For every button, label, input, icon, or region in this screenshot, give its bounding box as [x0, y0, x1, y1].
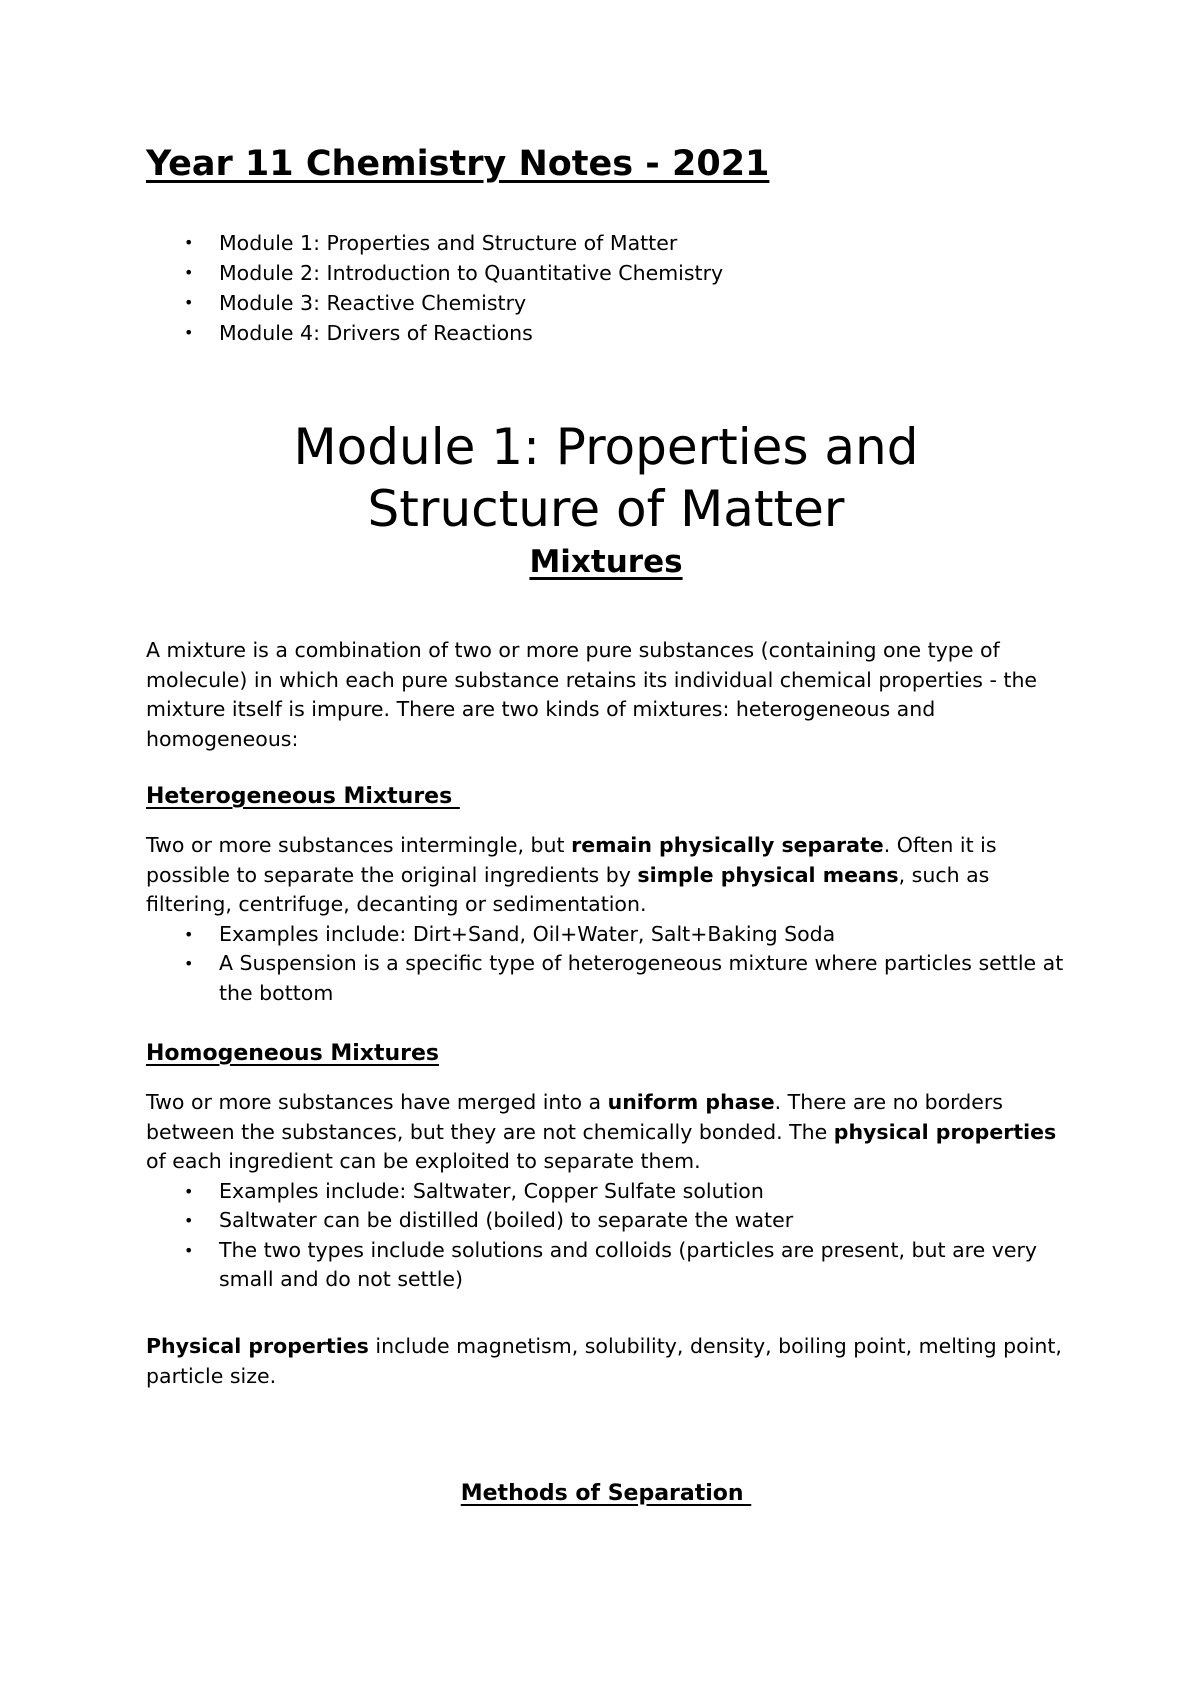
- toc-item: • Module 3: Reactive Chemistry: [146, 288, 1046, 318]
- heterogeneous-paragraph: Two or more substances intermingle, but remain physically separate. Often it is possible to separate the original ingredients by simple physical means, such as filtering, centrifuge, decanting or sedimentation.: [146, 833, 997, 916]
- heterogeneous-heading: Heterogeneous Mixtures: [146, 784, 460, 809]
- homogeneous-section: [146, 1088, 1066, 1295]
- toc-item: • Module 4: Drivers of Reactions: [146, 318, 1046, 348]
- module-heading-line: Module 1: Properties and: [293, 418, 919, 476]
- bullet-icon: •: [184, 233, 194, 252]
- toc-item: • Module 1: Properties and Structure of Matter: [146, 228, 1046, 258]
- table-of-contents: [146, 228, 1046, 348]
- homogeneous-paragraph: Two or more substances have merged into a uniform phase. There are no borders between the substances, but they are not chemically bonded. The physical properties of each ingredient can be exploited to separate them.: [146, 1090, 1057, 1173]
- bullet-icon: •: [184, 954, 194, 973]
- bullet-icon: •: [184, 1181, 194, 1201]
- methods-of-separation-heading: Methods of Separation: [460, 1481, 752, 1506]
- homogeneous-bullets: [146, 1177, 1066, 1295]
- heterogeneous-section: [146, 831, 1066, 1008]
- bullet-icon: •: [184, 263, 194, 282]
- heterogeneous-bullets: [146, 920, 1066, 1009]
- bullet-icon: •: [184, 1240, 194, 1260]
- bullet-icon: •: [184, 924, 194, 944]
- bullet-icon: •: [184, 1211, 194, 1230]
- list-item: • A Suspension is a specific type of heterogeneous mixture where particles settle at the bottom: [184, 951, 1064, 1005]
- list-item: • Examples include: Dirt+Sand, Oil+Water, Salt+Baking Soda: [146, 920, 1066, 950]
- module-heading-line: Structure of Matter: [367, 480, 845, 538]
- list-item: • Examples include: Saltwater, Copper Sulfate solution: [146, 1177, 1066, 1207]
- physical-properties-paragraph: Physical properties include magnetism, solubility, density, boiling point, melting point, particle size.: [146, 1334, 1062, 1388]
- section-title: Mixtures: [529, 544, 683, 580]
- toc-item: • Module 2: Introduction to Quantitative Chemistry: [146, 258, 1046, 288]
- document-title: Year 11 Chemistry Notes - 2021: [146, 144, 770, 184]
- module-heading: [146, 416, 1066, 540]
- intro-paragraph: A mixture is a combination of two or more pure substances (containing one type of molecule) in which each pure substance retains its individual chemical properties - the mixture itself is impure. There are two kinds of mixtures: heterogeneous and homogeneous:: [146, 638, 1038, 751]
- homogeneous-heading: Homogeneous Mixtures: [146, 1041, 440, 1066]
- list-item: • Saltwater can be distilled (boiled) to separate the water: [146, 1206, 1066, 1236]
- list-item: • The two types include solutions and colloids (particles are present, but are very small and do not settle): [184, 1237, 1038, 1291]
- bullet-icon: •: [184, 293, 194, 312]
- bullet-icon: •: [184, 323, 194, 342]
